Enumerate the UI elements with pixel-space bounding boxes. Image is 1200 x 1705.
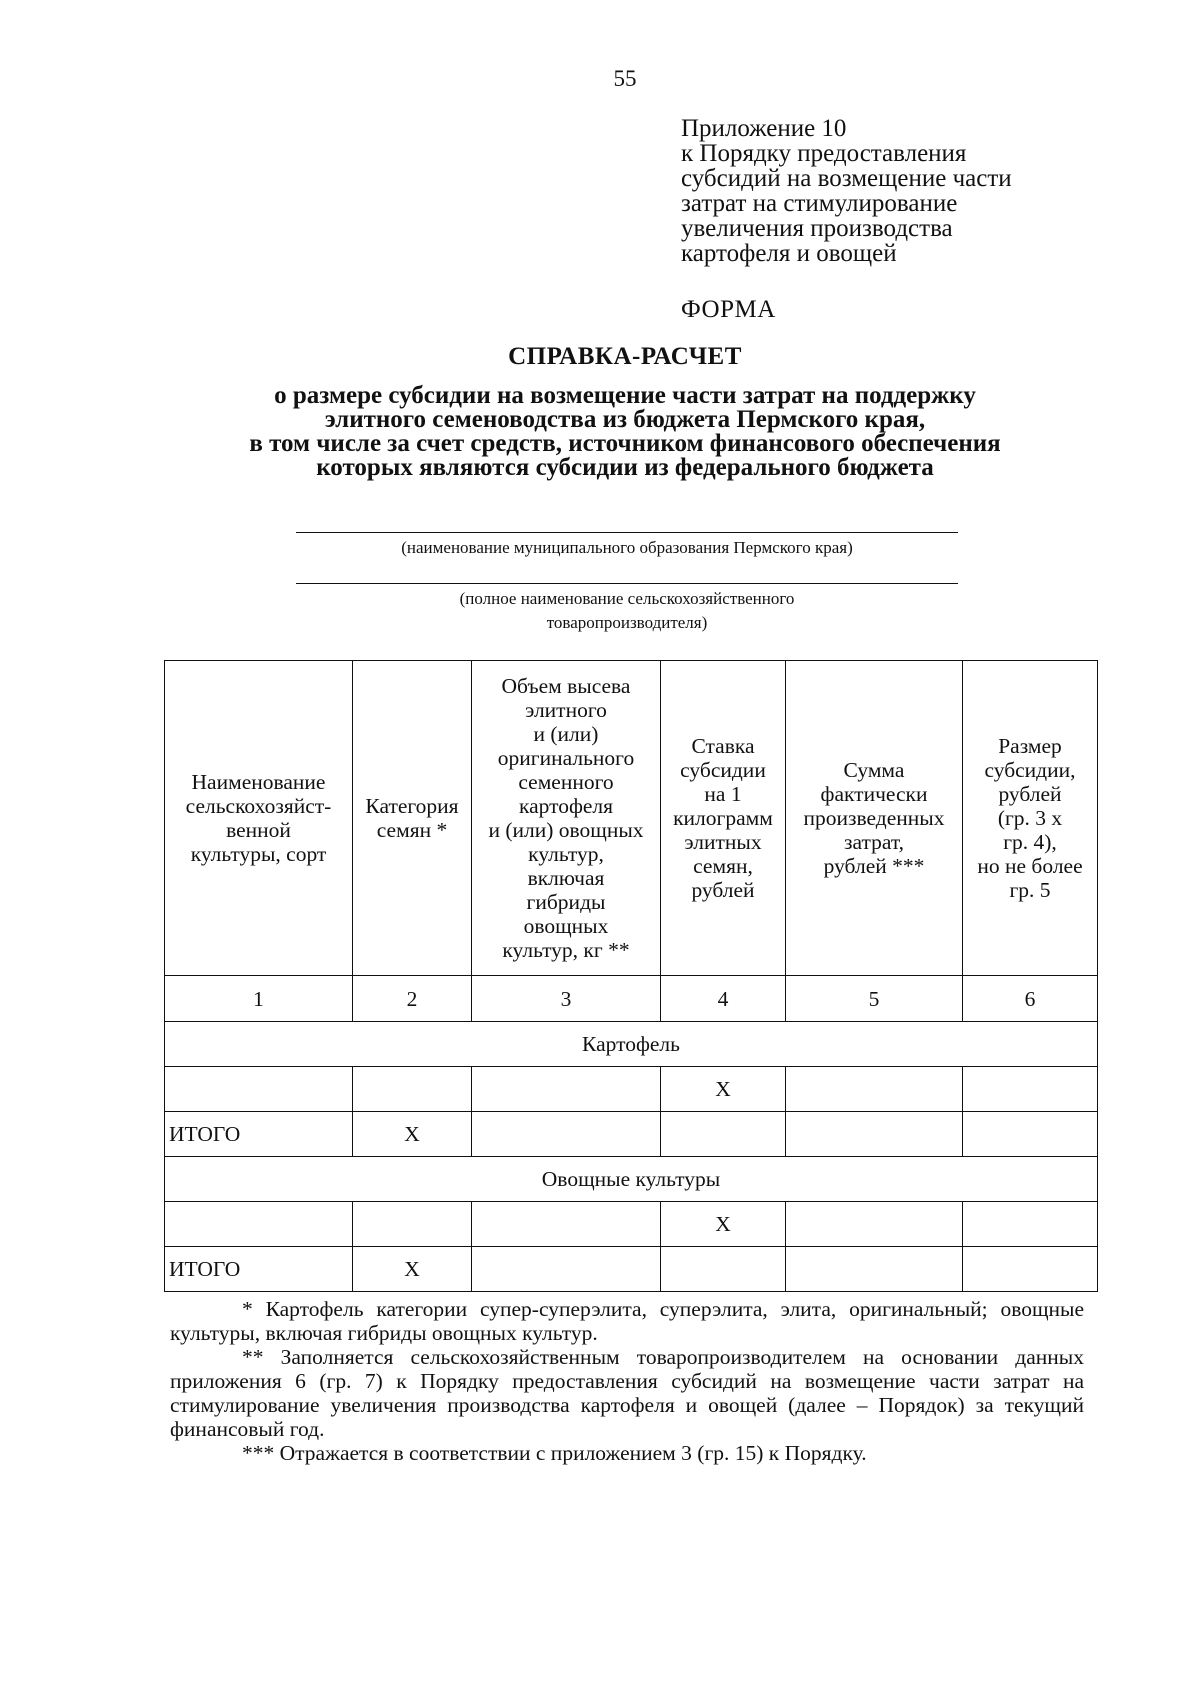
table-cell[interactable]	[472, 1067, 661, 1112]
table-cell[interactable]	[165, 1202, 353, 1247]
subtitle-line: элитного семеноводства из бюджета Пермского края,	[324, 406, 926, 433]
total-row	[165, 1247, 1098, 1292]
column-number-row	[165, 976, 1098, 1022]
table-cell[interactable]	[472, 1112, 661, 1157]
table-cell: Х	[353, 1247, 472, 1292]
header-seed-category: Категория семян *	[353, 661, 472, 976]
header-sowing-volume: Объем высева элитного и (или) оригинального семенного картофеля и (или) овощных культур, включая гибриды овощных культур, кг **	[472, 661, 661, 976]
subtitle-line: в том числе за счет средств, источником финансового обеспечения	[249, 430, 1001, 457]
table-cell: Х	[661, 1067, 786, 1112]
appendix-line: Приложение 10	[681, 115, 847, 142]
section-title: Картофель	[165, 1022, 1098, 1067]
table-row	[165, 1202, 1098, 1247]
total-label: ИТОГО	[165, 1247, 353, 1292]
column-number: 4	[661, 976, 786, 1022]
table-cell[interactable]	[963, 1067, 1098, 1112]
producer-caption	[296, 587, 958, 635]
header-subsidy-amount: Размер субсидии, рублей (гр. 3 х гр. 4), но не более гр. 5	[963, 661, 1098, 976]
table-cell[interactable]	[963, 1247, 1098, 1292]
table-cell[interactable]	[963, 1112, 1098, 1157]
header-crop-name: Наименование сельскохозяйст- венной культуры, сорт	[165, 661, 353, 976]
table-row	[165, 1067, 1098, 1112]
table-cell[interactable]	[165, 1067, 353, 1112]
document-title: СПРАВКА-РАСЧЕТ	[508, 343, 742, 370]
table-cell: Х	[353, 1112, 472, 1157]
table-cell[interactable]	[472, 1202, 661, 1247]
column-number: 3	[472, 976, 661, 1022]
appendix-line: затрат на стимулирование	[681, 190, 958, 217]
table-cell[interactable]	[353, 1067, 472, 1112]
appendix-line: к Порядку предоставления	[681, 140, 967, 167]
column-number: 2	[353, 976, 472, 1022]
footnote: ** Заполняется сельскохозяйственным товаропроизводителем на основании данных приложения 6 (гр. 7) к Порядку предоставления субсидий на возмещение части затрат на стимулирование увеличения производства картофеля и овощей (далее – Порядок) за текущий финансовый год.	[170, 1345, 1084, 1441]
section-row-potato	[165, 1022, 1098, 1067]
appendix-line: увеличения производства	[681, 215, 953, 242]
table-cell: Х	[661, 1202, 786, 1247]
appendix-line: картофеля и овощей	[681, 240, 897, 267]
column-number: 6	[963, 976, 1098, 1022]
producer-caption-line: товаропроизводителя)	[546, 613, 708, 632]
total-row	[165, 1112, 1098, 1157]
producer-caption-line: (полное наименование сельскохозяйственного	[459, 589, 795, 608]
table-cell[interactable]	[786, 1247, 963, 1292]
table-cell[interactable]	[786, 1202, 963, 1247]
total-label: ИТОГО	[165, 1112, 353, 1157]
page-number: 55	[613, 66, 637, 91]
form-label: ФОРМА	[681, 296, 776, 323]
producer-fill-line[interactable]	[296, 583, 958, 584]
calculation-table	[164, 660, 1098, 1292]
table-header-row	[165, 661, 1098, 976]
municipality-fill-line[interactable]	[296, 532, 958, 533]
table-cell[interactable]	[786, 1067, 963, 1112]
table-cell[interactable]	[786, 1112, 963, 1157]
table-cell[interactable]	[661, 1247, 786, 1292]
subtitle-line: о размере субсидии на возмещение части затрат на поддержку	[274, 382, 976, 409]
subtitle-line: которых являются субсидии из федерального бюджета	[316, 454, 934, 481]
header-actual-costs: Сумма фактически произведенных затрат, рублей ***	[786, 661, 963, 976]
table-cell[interactable]	[661, 1112, 786, 1157]
column-number: 1	[165, 976, 353, 1022]
header-subsidy-rate: Ставка субсидии на 1 килограмм элитных семян, рублей	[661, 661, 786, 976]
column-number: 5	[786, 976, 963, 1022]
document-subtitle	[0, 384, 1200, 480]
municipality-caption: (наименование муниципального образования Пермского края)	[401, 538, 853, 557]
table-cell[interactable]	[963, 1202, 1098, 1247]
appendix-reference	[681, 116, 1012, 266]
section-title: Овощные культуры	[165, 1157, 1098, 1202]
section-row-vegetables	[165, 1157, 1098, 1202]
table-cell[interactable]	[472, 1247, 661, 1292]
footnotes	[170, 1297, 1084, 1465]
footnote: * Картофель категории супер-суперэлита, суперэлита, элита, оригинальный; овощные культуры, включая гибриды овощных культур.	[170, 1297, 1084, 1345]
table-cell[interactable]	[353, 1202, 472, 1247]
footnote: *** Отражается в соответствии с приложением 3 (гр. 15) к Порядку.	[242, 1441, 867, 1465]
appendix-line: субсидий на возмещение части	[681, 165, 1012, 192]
